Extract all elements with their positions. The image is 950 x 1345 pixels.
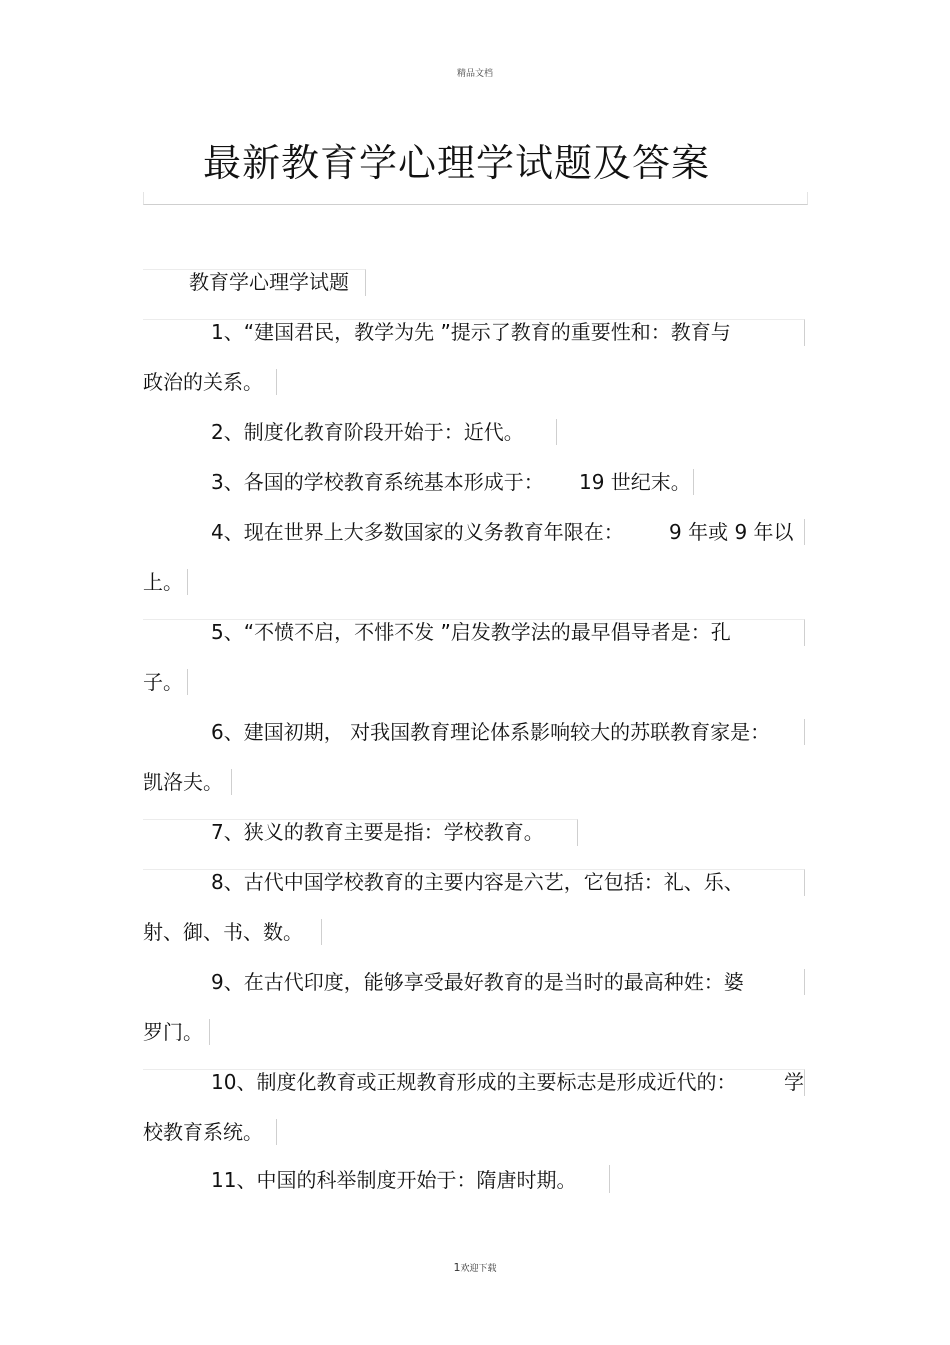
question-10-answer-start: 学	[784, 1070, 804, 1094]
title-underline	[143, 192, 808, 205]
question-5-line-2: 子。	[143, 670, 183, 694]
question-1-line-2: 政治的关系。	[143, 370, 263, 394]
question-7: 7、狭义的教育主要是指：学校教育。	[211, 820, 544, 844]
page-number: 1	[453, 1261, 461, 1274]
page-footer	[0, 1261, 950, 1274]
question-6-line-2: 凯洛夫。	[143, 770, 223, 794]
question-3-text: 3、各国的学校教育系统基本形成于：	[211, 470, 544, 494]
footer-text: 欢迎下载	[460, 1264, 497, 1274]
section-heading: 教育学心理学试题	[189, 270, 349, 294]
question-1-line-1: 1、“建国君民，教学为先 ”提示了教育的重要性和：教育与	[211, 320, 731, 344]
question-9-line-2: 罗门。	[143, 1020, 203, 1044]
question-4-answer: 9 年或 9 年以	[669, 520, 794, 544]
question-8-line-1: 8、古代中国学校教育的主要内容是六艺，它包括：礼、乐、	[211, 870, 744, 894]
question-8-line-2: 射、御、书、数。	[143, 920, 303, 944]
question-10-text: 10、制度化教育或正规教育形成的主要标志是形成近代的：	[211, 1070, 737, 1094]
question-3-answer: 19 世纪末。	[579, 470, 691, 494]
question-2: 2、制度化教育阶段开始于：近代。	[211, 420, 524, 444]
question-6-line-1: 6、建国初期， 对我国教育理论体系影响较大的苏联教育家是：	[211, 720, 771, 744]
document-title: 最新教育学心理学试题及答案	[203, 141, 711, 185]
question-10-line-2: 校教育系统。	[143, 1120, 263, 1144]
question-5-line-1: 5、“不愤不启，不悱不发 ”启发教学法的最早倡导者是：孔	[211, 620, 731, 644]
question-11: 11、中国的科举制度开始于：隋唐时期。	[211, 1168, 577, 1192]
question-4-text: 4、现在世界上大多数国家的义务教育年限在：	[211, 520, 624, 544]
question-4-line-2: 上。	[143, 570, 183, 594]
header-watermark: 精品文档	[456, 69, 493, 79]
question-9-line-1: 9、在古代印度，能够享受最好教育的是当时的最高种姓：婆	[211, 970, 744, 994]
